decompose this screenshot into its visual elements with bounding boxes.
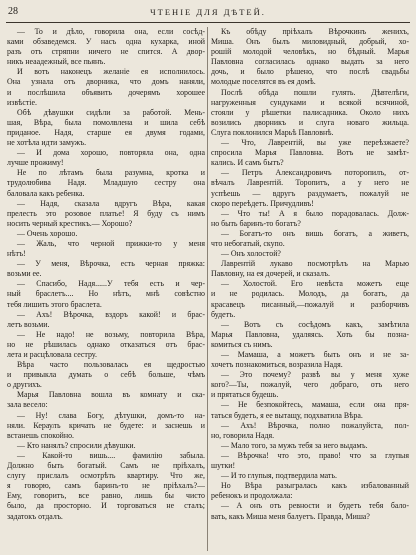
text-line: ками обзаведемся. У насъ одна кухарка, иной [7,37,205,47]
text-line: комиться съ нимъ. [211,339,273,349]
text-line: — Кто нанялъ? спросили дѣвушки. [17,440,136,450]
text-line: Послѣ обѣда пошли гулять. Дѣвтелѣги, [221,87,409,97]
page-number: 28 [8,6,18,17]
text-line: — Вотъ съ сосѣдомъ какъ, замѣтила [221,319,409,329]
text-line: Но Вѣра разыгралась какъ избалованный [221,481,409,491]
text-column-right [211,27,409,551]
text-line: — Петръ Александровичъ поторопилъ, от- [221,168,409,178]
text-line: приданое. Надя, старше ея двумя годами, [7,127,205,137]
text-line: — Не безпокойтесь, мамаша, если она пря- [221,400,409,410]
text-line: — Очень хорошо. [17,228,78,238]
text-line: и привыкла думать о себѣ больше, чѣмъ [7,370,205,380]
text-line: — И дома хорошо, повторяла она, одна [17,148,205,158]
text-line: таться будетъ, я ее вытащу, подхватила Вѣра. [211,410,363,420]
text-line: И вотъ наконецъ желаніе ея исполнилось. [17,67,205,77]
text-line: кого?—Ты, пожалуй, чего добраго, отъ него [211,380,409,390]
text-line: — Ну! слава Богу, дѣтушки, домъ-то на- [17,410,205,420]
text-line: и прятаться будешь. [211,390,279,400]
text-line: было, да просторно. И торговаться не сталъ; [7,501,205,511]
text-line: нѣтъ! [7,249,26,259]
text-line: — Вѣрочка! что это, право! что за глупыя [221,450,409,460]
text-line: рошій молодой человѣкъ, но бѣдный. Марья [211,47,409,57]
text-line: дочь, и было рѣшено, что послѣ свадьбы [211,67,409,77]
text-line: баловала какъ ребенка. [7,188,85,198]
text-line: молодые поселятся въ ея домѣ. [211,77,316,87]
text-line: не хотѣла идти замужъ. [7,138,87,148]
text-line: извѣстіе. [7,97,37,107]
text-line: — Что ты! А я было порадовалась. Долж- [221,208,409,218]
text-line: красавецъ писанный,—пожалуй и разборчивъ [211,299,409,309]
text-line: и не родилась. Молодъ, да богатъ, да [211,289,409,299]
text-line: — У меня, Вѣрочка, есть черная пряжка: [17,259,205,269]
text-line: — Спасибо, Надя......У тебя есть и чер- [17,279,205,289]
text-line: — Онъ холостой? [221,249,281,259]
text-line: и послѣшила объявить дочерямъ хорошее [7,87,205,97]
text-line: вать, какъ Миша меня балуетъ. Правда, Миша? [211,511,370,521]
text-line: Павловну, на ея дочерей, и сказалъ. [211,269,330,279]
text-line: возьми ее. [7,269,42,279]
text-line: — Мамаша, а можетъ быть онъ и не за- [221,350,409,359]
text-line: Вѣра часто пользовалась ея щедростью [17,360,205,370]
text-line: Обѣ дѣвушки сидѣли за работой. Мень- [17,107,205,117]
text-line: но быть баринъ-то богатъ? [211,218,301,228]
text-line: летъ возьми. [7,319,50,329]
text-line: няли. Кераулъ кричать не будете: и заснешь и [7,420,205,430]
header-rule [6,22,410,23]
text-line: зала весело: [7,400,48,410]
text-line: шутки! [211,461,236,471]
text-line: слугу прислалъ осмотрѣть квартиру. Что же, [7,471,205,481]
text-line: Должно быть богатый. Самъ не пріѣхалъ, [7,461,205,471]
text-line: ребенокъ и продолжала: [211,491,293,501]
text-line: но не рѣшилась однако отказаться отъ брас- [7,339,205,349]
text-line: Она узнала отъ дворника, что домъ наняли, [7,77,205,87]
text-line: — Какой-то вишь.... фамилію забыла. [17,450,205,460]
text-line: — Не надо! не возьму, повторила Вѣра, [17,329,205,339]
text-line: — Ахъ! Вѣрочка, полно пожалуйста, пол- [221,420,409,430]
text-line: — Это почему? развѣ вы у меня хуже [221,370,409,380]
text-line: — Мало того, за мужъ тебя за него выдамъ. [221,440,368,450]
text-line: — Надя, сказала вдругъ Вѣра, какая [17,198,205,208]
text-line: я говорю, самъ баринъ-то не пріѣхалъ?— [7,481,205,491]
text-line: Миша. Онъ былъ миловидный, добрый, хо- [211,37,409,47]
text-line: Не по лѣтамъ была разумна, кротка и [17,168,205,178]
text-line: вѣчалъ Лаврентій. Торопитъ, а у него не [211,178,409,188]
text-line: Лаврентій лукаво посмотрѣлъ на Марью [221,259,409,269]
text-line: Марья Павловна вошла въ комнату и ска- [17,390,205,400]
text-line: разъ отъ стряпни ничего не спится. А двор- [7,47,205,57]
text-line: лучше прожиму! [7,158,64,168]
text-line: никъ неаадежный, все пьянъ. [7,57,106,67]
text-line: — То и дѣло, говорила она, если сосѣд- [17,27,205,36]
text-line: успѣешь — вдругъ раздумаетъ, пожалуй не [211,188,409,198]
text-line: о другихъ. [7,380,42,390]
text-line: — Холостой. Его невѣста можетъ еще [221,279,409,289]
text-line: — А онъ отъ ревности и будетъ тебя бало- [221,501,409,511]
text-line: — Что, Лаврентій, вы уже переѣзжаете? [221,138,409,148]
column-divider [207,27,208,551]
text-line: что небогатый, скупо. [211,238,285,248]
text-line: лета и расцѣловала сестру. [7,350,97,359]
text-line: носить черный крестикъ.— Хорошо? [7,218,133,228]
text-line: прелесть это розовое платье! Я буду съ нимъ [7,208,205,218]
text-line: Къ обѣду пріѣхалъ Вѣрочкинъ женихъ, [221,27,409,36]
text-line: Марья Павловна, удаляясь. Хоть бы позна- [211,329,409,339]
text-line: трудолюбива Надя. Младшую сестру она [7,178,205,188]
text-line: — Жаль, что черной прижки-то у меня [17,238,205,248]
text-line: — И то глупыя, подтвердила мать. [221,471,337,481]
text-line: ный браслетъ.... Но нѣтъ, мнѣ совѣстно [7,289,205,299]
text-line: стояли у рѣшетки палисадника. Около нихъ [211,107,409,117]
running-title: ЧТЕНІЕ ДЛЯ ДѢТЕЙ. [150,7,266,17]
text-line: хочетъ познакомиться, возразила Надя. [211,360,343,370]
text-line: спросила Марья Павловна. Вотъ не замѣт- [211,148,409,158]
text-column-left [7,27,205,551]
text-line: задатокъ отдалъ. [7,511,63,521]
text-line: встанешь спокойно. [7,430,75,440]
text-line: — Ахъ! Вѣрочка, вздоръ какой! и брас- [17,309,205,319]
text-line: Ему, говоритъ, все равно, лишь бы чисто [7,491,205,501]
text-line: будетъ. [211,309,236,319]
text-line: возились дворникъ и слуга новаго жильца. [211,117,409,127]
page-header [0,0,416,24]
text-line: нагруженныя сундуками и всякой всячиной, [211,97,409,107]
text-line: тебя лишить этого браслета. [7,299,102,309]
text-line: шая, Вѣра, была помолвлена и шила себѣ [7,117,205,127]
text-line: Слуга поклонился Марьѣ Павловнѣ. [211,127,334,137]
text-line: скоро переѣдетъ. Причудливъ! [211,198,314,208]
text-line: кались. И самъ бытъ? [211,158,284,168]
text-line: но, говорила Надя. [211,430,275,440]
text-line: Павловна согласилась однако выдать за него [211,57,409,67]
text-line: — Богатъ-то онъ вишь богатъ, а живетъ, [221,228,409,238]
